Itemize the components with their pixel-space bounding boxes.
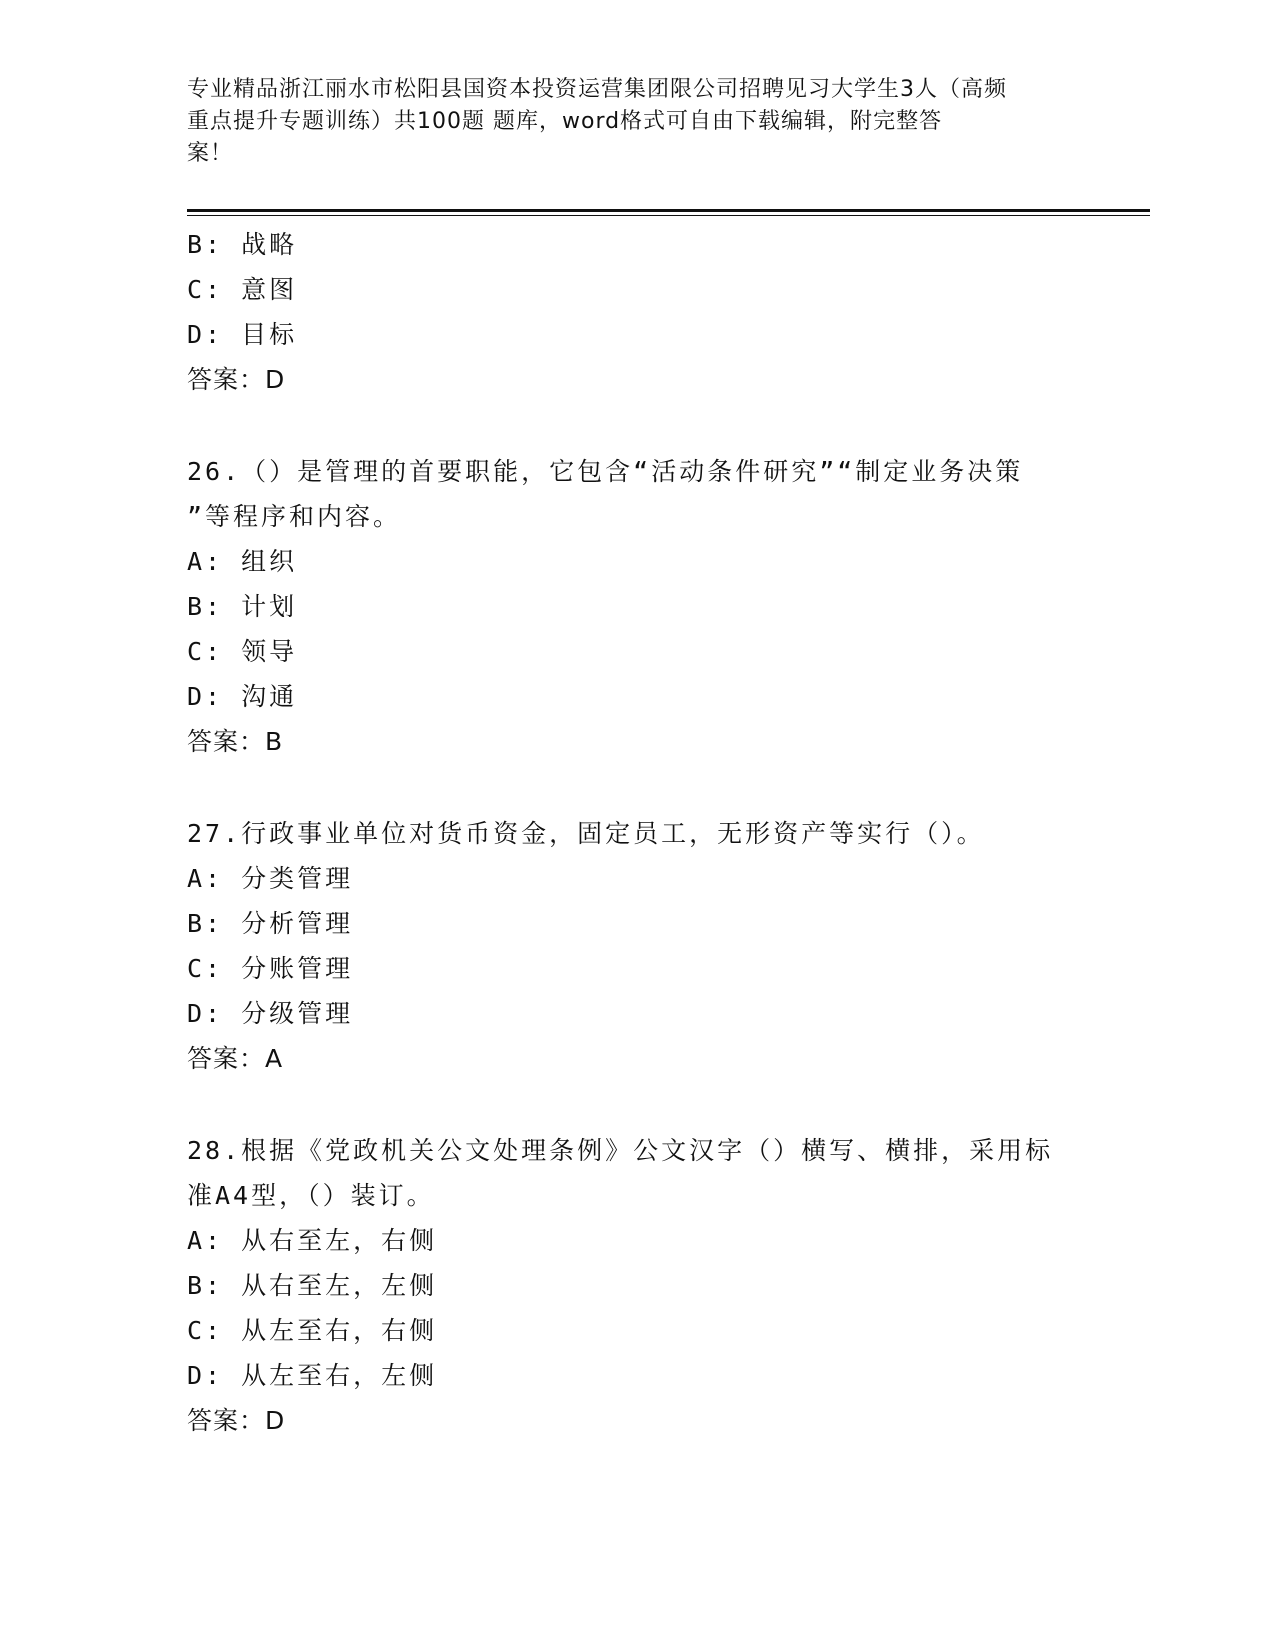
question-stem: 28.根据《党政机关公文处理条例》公文汉字（）横写、横排，采用标 <box>187 1136 1054 1165</box>
question-25 <box>187 222 1087 402</box>
option-b: B: 战略 <box>187 230 298 259</box>
option-c: C: 从左至右，右侧 <box>187 1316 438 1345</box>
question-spacer <box>187 1081 1087 1128</box>
question-spacer <box>187 764 1087 811</box>
question-spacer <box>187 402 1087 449</box>
option-a: A: 组织 <box>187 547 298 576</box>
question-stem-continued: ”等程序和内容。 <box>187 502 402 531</box>
option-c: C: 领导 <box>187 637 298 666</box>
answer-line: 答案：B <box>187 727 284 756</box>
option-c: C: 意图 <box>187 275 298 304</box>
header-line-3: 案！ <box>187 141 234 166</box>
option-b: B: 分析管理 <box>187 909 354 938</box>
question-list <box>187 222 1087 1443</box>
option-b: B: 从右至左，左侧 <box>187 1271 438 1300</box>
question-stem-continued: 准A4型，（）装订。 <box>187 1181 435 1210</box>
option-a: A: 分类管理 <box>187 864 354 893</box>
header-line-1: 专业精品浙江丽水市松阳县国资本投资运营集团限公司招聘见习大学生3人（高频 <box>187 77 1007 102</box>
question-stem: 27.行政事业单位对货币资金，固定员工，无形资产等实行（）。 <box>187 819 985 848</box>
option-d: D: 分级管理 <box>187 999 354 1028</box>
option-d: D: 目标 <box>187 320 298 349</box>
option-c: C: 分账管理 <box>187 954 354 983</box>
header-line-2: 重点提升专题训练）共100题 题库，word格式可自由下载编辑，附完整答 <box>187 109 943 134</box>
header-divider-thin <box>187 215 1150 216</box>
option-d: D: 从左至右，左侧 <box>187 1361 438 1390</box>
answer-line: 答案：D <box>187 1406 286 1435</box>
question-28 <box>187 1128 1087 1443</box>
question-27 <box>187 811 1087 1081</box>
answer-line: 答案：A <box>187 1044 284 1073</box>
option-a: A: 从右至左，右侧 <box>187 1226 438 1255</box>
question-stem: 26.（）是管理的首要职能，它包含“活动条件研究”“制定业务决策 <box>187 457 1024 486</box>
option-b: B: 计划 <box>187 592 298 621</box>
answer-line: 答案：D <box>187 365 286 394</box>
option-d: D: 沟通 <box>187 682 298 711</box>
header-divider-thick <box>187 209 1150 212</box>
document-header <box>187 74 1087 170</box>
question-26 <box>187 449 1087 764</box>
